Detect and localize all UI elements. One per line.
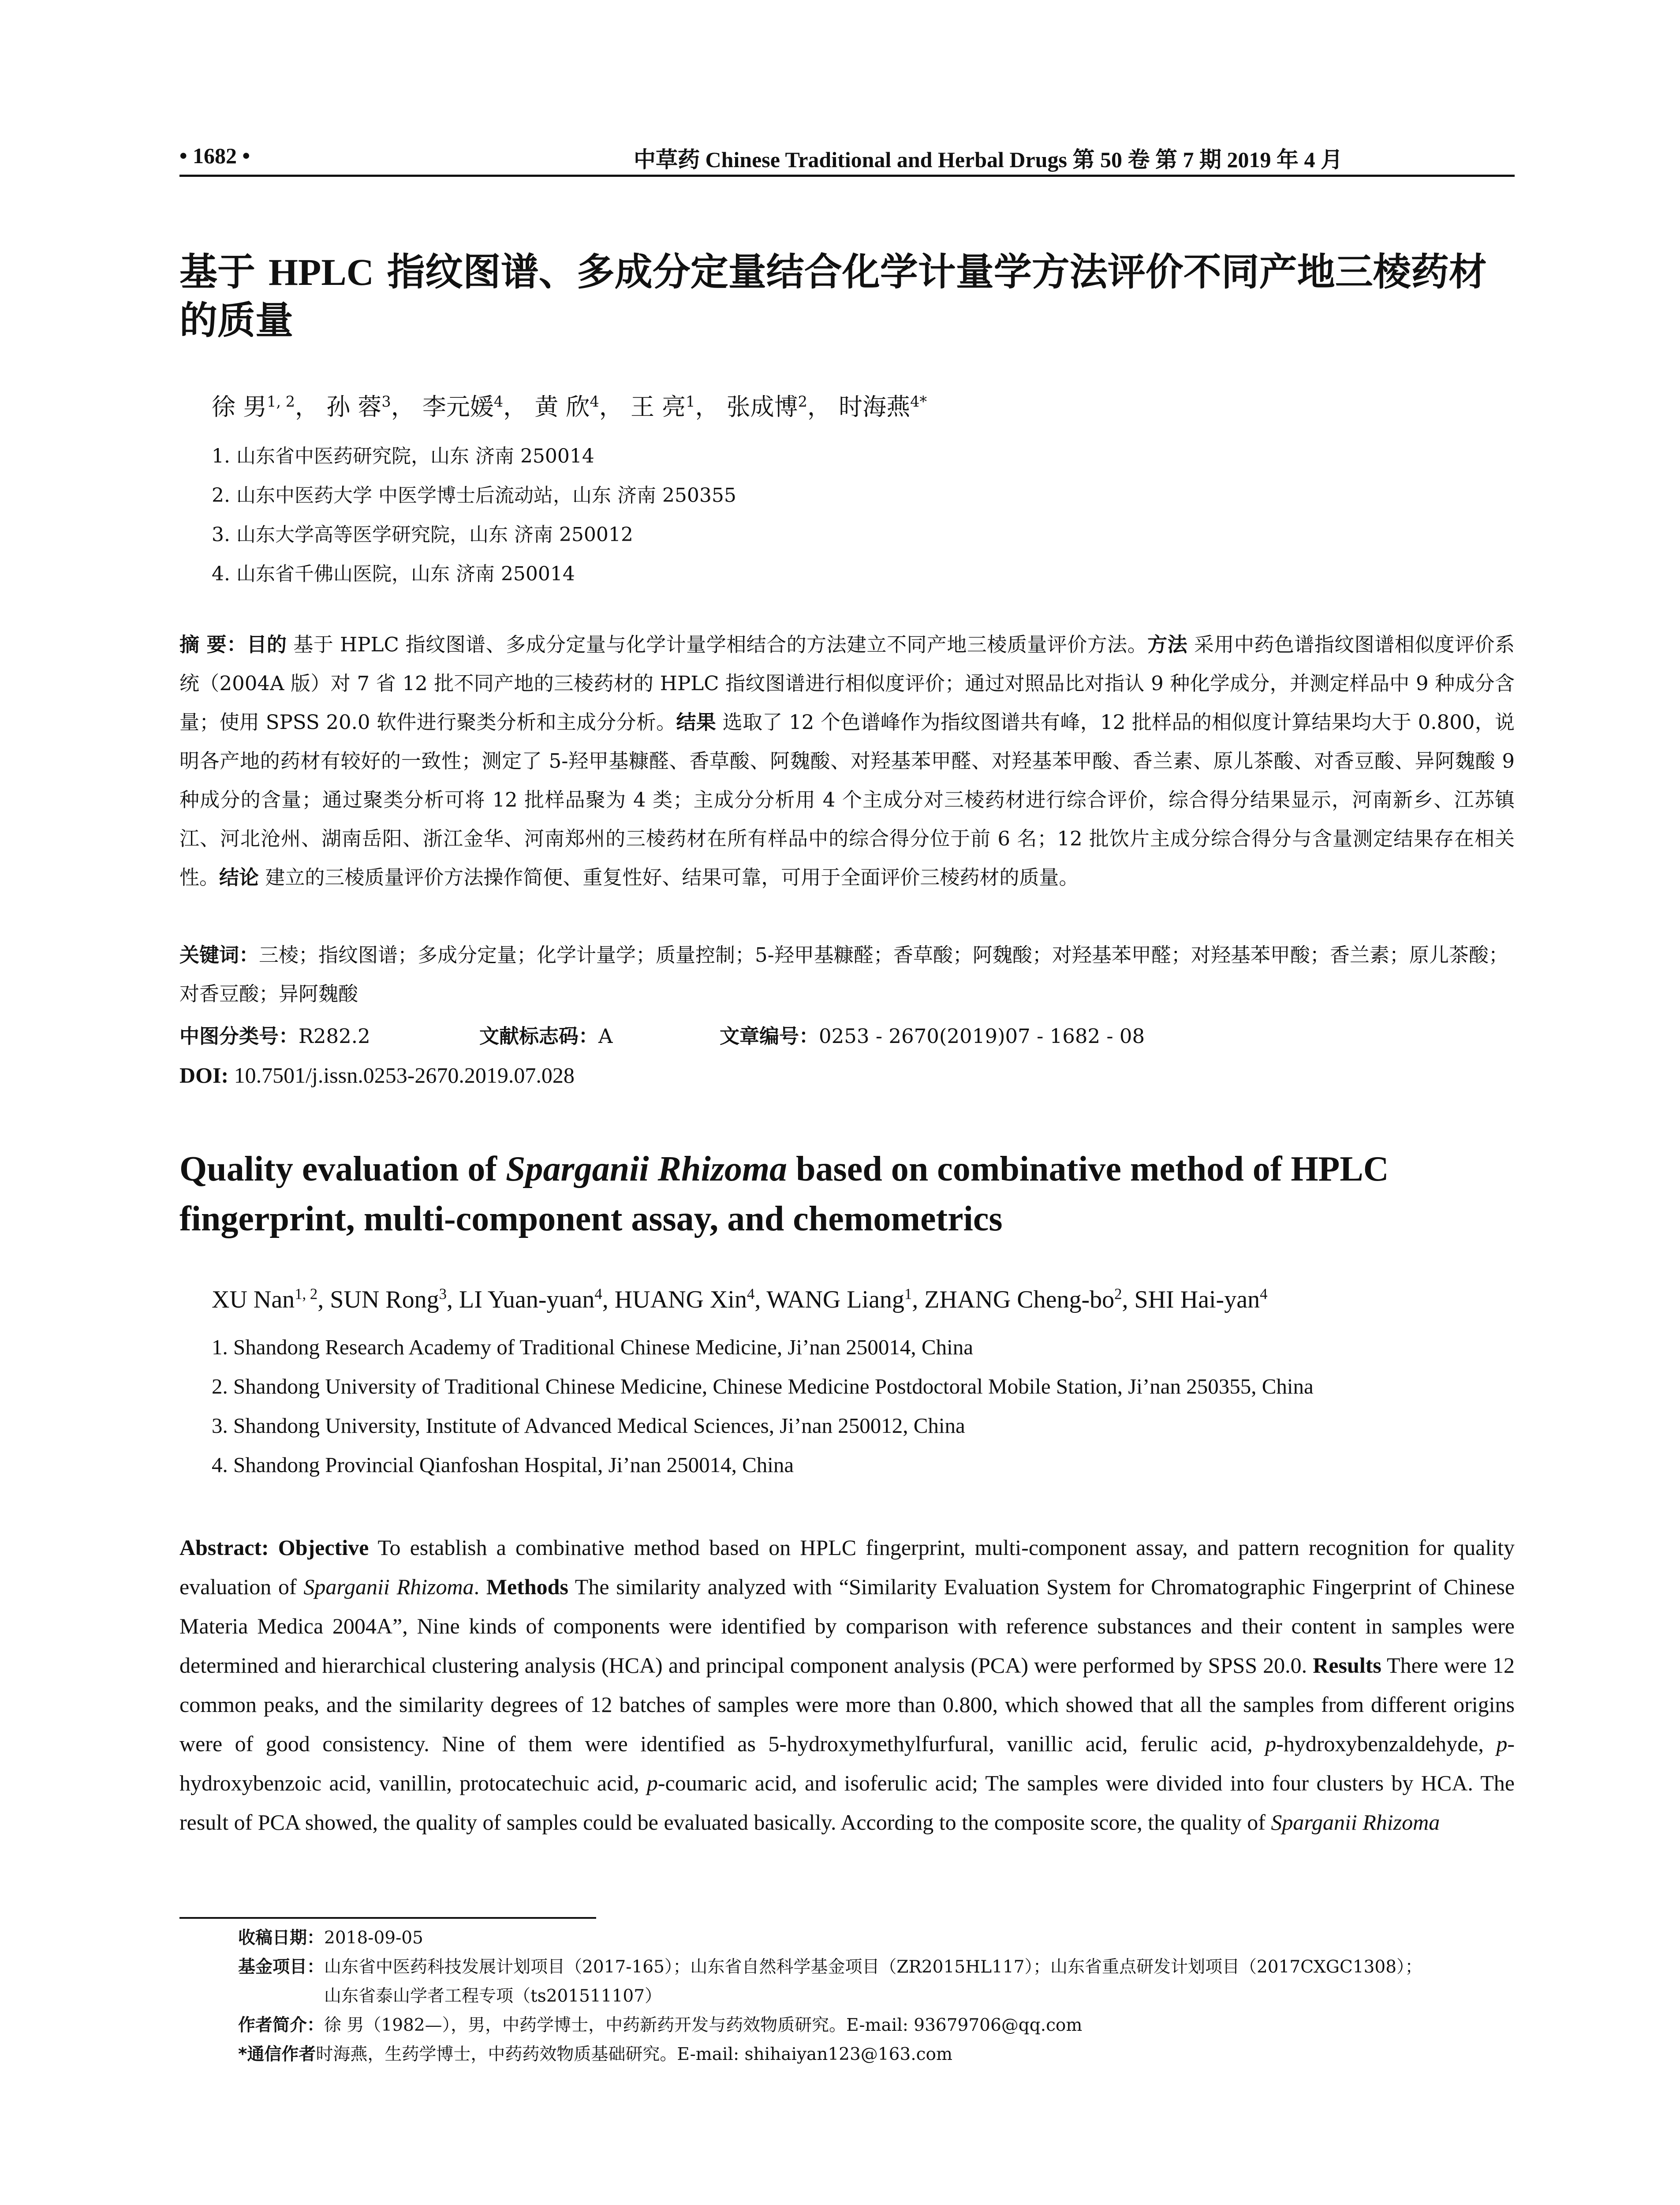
chinese-abstract bbox=[179, 625, 1515, 897]
doi-line bbox=[179, 1056, 575, 1095]
affiliation: 2. 山东中医药大学 中医学博士后流动站，山东 济南 250355 bbox=[212, 484, 736, 507]
author-affil-mark: 1 bbox=[686, 393, 695, 410]
conclusion-text: 建立的三棱质量评价方法操作简便、重复性好、结果可靠，可用于全面评价三棱药材的质量。 bbox=[259, 866, 1079, 889]
author-affil-mark: 2 bbox=[798, 393, 807, 410]
abstract-label: Abstract: bbox=[179, 1535, 269, 1560]
affiliation: 2. Shandong University of Traditional Chinese Medicine, Chinese Medicine Postdoctoral Mobile Station, Ji’nan 250355, China bbox=[212, 1374, 1314, 1398]
results-text: -hydroxybenzoic acid, vanillin, protocatechuic acid, bbox=[179, 1731, 1515, 1795]
chinese-title-part1: 基于 bbox=[179, 250, 269, 294]
author-name: 黄 欣 bbox=[534, 393, 590, 421]
results-label: Results bbox=[1313, 1653, 1381, 1678]
author-affil-mark: 4 bbox=[747, 1285, 755, 1303]
methods-text: 采用中药色谱指纹图谱相似度评价系统（2004A 版）对 7 省 12 批不同产地的三棱药材的 HPLC 指纹图谱进行相似度评价；通过对照品比对指认 9 种化学成分，并测定样品中 9 种成分含量；使用 SPSS 20.0 软件进行聚类分析和主成分分析。 bbox=[179, 633, 1515, 734]
results-text: -coumaric acid, and isoferulic acid; The samples were divided into four clusters by HCA. The result of PCA showed, the quality of samples could be evaluated basically. According to the composite score, the quality of bbox=[179, 1771, 1515, 1835]
english-affiliations bbox=[212, 1327, 1314, 1484]
author-name: SHI Hai-yan bbox=[1134, 1286, 1260, 1313]
author-name: HUANG Xin bbox=[614, 1286, 747, 1313]
species-name: Sparganii Rhizoma bbox=[1271, 1810, 1440, 1835]
fund-info bbox=[238, 1953, 1517, 2011]
author-bio-text: 徐 男（1982—），男，中药学博士，中药新药开发与药效物质研究。E-mail: 93679706@qq.com bbox=[324, 2015, 1083, 2035]
author-name: 李元媛 bbox=[422, 393, 494, 421]
keywords-text: 三棱；指纹图谱；多成分定量；化学计量学；质量控制；5-羟甲基糠醛；香草酸；阿魏酸；对羟基苯甲醛；对羟基苯甲酸；香兰素；原儿茶酸；对香豆酸；异阿魏酸 bbox=[179, 943, 1508, 1005]
fund-line: 山东省中医药科技发展计划项目（2017-165）；山东省自然科学基金项目（ZR2015HL117）；山东省重点研发计划项目（2017CXGC1308）； bbox=[324, 1957, 1422, 1977]
author-affil-mark: 2 bbox=[1114, 1285, 1122, 1303]
results-label: 结果 bbox=[676, 710, 717, 734]
author-affil-mark: 4* bbox=[910, 393, 927, 410]
methods-text: The similarity analyzed with “Similarity Evaluation System for Chromatographic Fingerprint of Chinese Materia Medica 2004A”, Nine kinds of components were identified by comparison with reference substances and their content in samples were determined and hierarchical clustering analysis (HCA) and principal component analysis (PCA) were performed by SPSS 20.0. bbox=[179, 1574, 1515, 1678]
article-no-label: 文章编号： bbox=[720, 1024, 819, 1048]
clc-item bbox=[179, 1017, 370, 1056]
author-affil-mark: 1 bbox=[904, 1285, 912, 1303]
affiliation: 4. 山东省千佛山医院，山东 济南 250014 bbox=[212, 563, 575, 585]
methods-label: Methods bbox=[486, 1574, 568, 1599]
corresponding-label: *通信作者 bbox=[238, 2044, 316, 2064]
corresponding-author bbox=[238, 2040, 1517, 2069]
author-affil-mark: 4 bbox=[594, 1285, 602, 1303]
journal-info: 中草药 Chinese Traditional and Herbal Drugs 第 50 卷 第 7 期 2019 年 4 月 bbox=[634, 147, 1343, 172]
author-affil-mark: 3 bbox=[381, 393, 391, 410]
species-name: Sparganii Rhizoma bbox=[303, 1574, 474, 1599]
footnote-rule bbox=[179, 1917, 596, 1919]
received-label: 收稿日期： bbox=[238, 1928, 325, 1948]
doc-code-value: A bbox=[598, 1024, 613, 1048]
author-affil-mark: 1, 2 bbox=[267, 393, 295, 410]
author-name: 时海燕 bbox=[839, 393, 911, 421]
chinese-title-part2: 指纹图谱、多成分定量结合化学计量学方法评价不同产地三棱药材的质量 bbox=[179, 250, 1487, 343]
english-abstract bbox=[179, 1528, 1515, 1842]
author-affil-mark: 1, 2 bbox=[295, 1285, 318, 1303]
author-name: WANG Liang bbox=[766, 1286, 904, 1313]
author-bio-label: 作者简介： bbox=[238, 2015, 325, 2035]
chinese-keywords bbox=[179, 936, 1515, 1013]
objective-text: 基于 HPLC 指纹图谱、多成分定量与化学计量学相结合的方法建立不同产地三棱质量评价方法。 bbox=[287, 633, 1148, 656]
chinese-title-hplc: HPLC bbox=[268, 251, 374, 293]
keywords-label: 关键词： bbox=[179, 943, 259, 967]
author-affil-mark: 4 bbox=[590, 393, 599, 410]
author-name: ZHANG Cheng-bo bbox=[924, 1286, 1115, 1313]
author-affil-mark: 4 bbox=[493, 393, 504, 410]
classification-line bbox=[179, 1017, 1515, 1056]
received-value: 2018-09-05 bbox=[324, 1928, 423, 1948]
para-prefix: p bbox=[646, 1771, 658, 1795]
chinese-authors: 徐 男$^{1, 2}$， 孙 蓉$^3$， 李元媛$^4$， 黄 欣$^4$， 王 亮$^1$， 张成博$^2$， 时海燕$^{4*}$ bbox=[212, 393, 927, 421]
doi-label: DOI: bbox=[179, 1063, 229, 1088]
affiliation: 3. Shandong University, Institute of Advanced Medical Sciences, Ji’nan 250012, China bbox=[212, 1413, 965, 1438]
author-bio bbox=[238, 2011, 1517, 2040]
doc-code-item bbox=[479, 1017, 613, 1056]
affiliation: 3. 山东大学高等医学研究院，山东 济南 250012 bbox=[212, 523, 633, 546]
fund-text bbox=[324, 1953, 1422, 2011]
author-affil-mark: 4 bbox=[1260, 1285, 1268, 1303]
english-title-part2: based on combinative method of HPLC fingerprint, multi-component assay, and chemometrics bbox=[179, 1150, 1389, 1238]
english-title-part1: Quality evaluation of bbox=[179, 1150, 506, 1188]
conclusion-label: 结论 bbox=[219, 866, 259, 889]
corresponding-text: 时海燕，生药学博士，中药药效物质基础研究。E-mail: shihaiyan123@163.com bbox=[316, 2044, 952, 2064]
fund-label: 基金项目： bbox=[238, 1957, 325, 1977]
english-authors: XU Nan$^{1, 2}$, SUN Rong$^3$, LI Yuan-yuan$^4$, HUANG Xin$^4$, WANG Liang$^1$, ZHANG Cheng-$bo^2$, SHI Hai-yan$^4$ bbox=[212, 1285, 1268, 1313]
article-no-value: 0253 - 2670(2019)07 - 1682 - 08 bbox=[819, 1024, 1145, 1048]
author-name: XU Nan bbox=[212, 1286, 295, 1313]
abstract-label: 摘 要： bbox=[179, 633, 247, 656]
results-text: 选取了 12 个色谱峰作为指纹图谱共有峰，12 批样品的相似度计算结果均大于 0.800，说明各产地的药材有较好的一致性；测定了 5-羟甲基糠醛、香草酸、阿魏酸、对羟基苯甲醛、对羟基苯甲酸、香兰素、原儿茶酸、对香豆酸、异阿魏酸 9 种成分的含量；通过聚类分析可将 12 批样品聚为 4 类；主成分分析用 4 个主成分对三棱药材进行综合评价，综合得分结果显示，河南新乡、江苏镇江、河北沧州、湖南岳阳、浙江金华、河南郑州的三棱药材在所有样品中的综合得分位于前 6 名；12 批饮片主成分综合得分与含量测定结果存在相关性。 bbox=[179, 710, 1515, 889]
affiliation: 4. Shandong Provincial Qianfoshan Hospital, Ji’nan 250014, China bbox=[212, 1453, 794, 1477]
doc-code-label: 文献标志码： bbox=[479, 1024, 599, 1048]
article-no-item bbox=[720, 1017, 1145, 1056]
chinese-affiliations bbox=[212, 437, 736, 594]
affiliation: 1. Shandong Research Academy of Traditional Chinese Medicine, Ji’nan 250014, China bbox=[212, 1335, 973, 1359]
sentence-end: . bbox=[474, 1574, 486, 1599]
clc-value: R282.2 bbox=[299, 1024, 370, 1048]
page-number: • 1682 • bbox=[179, 143, 250, 168]
doi-link[interactable]: 10.7501/j.issn.0253-2670.2019.07.028 bbox=[228, 1063, 575, 1088]
running-header bbox=[179, 139, 1515, 177]
objective-text: To establish a combinative method based on HPLC fingerprint, multi-component assay, and pattern recognition for quality evaluation of bbox=[179, 1535, 1515, 1599]
affiliation: 1. 山东省中医药研究院，山东 济南 250014 bbox=[212, 445, 594, 467]
chinese-title bbox=[179, 248, 1515, 345]
author-name: SUN Rong bbox=[330, 1286, 439, 1313]
author-affil-mark: 3 bbox=[439, 1285, 447, 1303]
footnotes bbox=[238, 1924, 1517, 2069]
objective-label: 目的 bbox=[246, 633, 287, 656]
received-date bbox=[238, 1924, 1517, 1953]
english-title-species: Sparganii Rhizoma bbox=[506, 1150, 788, 1188]
methods-label: 方法 bbox=[1147, 633, 1188, 656]
fund-line: 山东省泰山学者工程专项（ts201511107） bbox=[324, 1986, 662, 2006]
para-prefix: p bbox=[1496, 1731, 1508, 1756]
objective-label: Objective bbox=[269, 1535, 369, 1560]
results-text: -hydroxybenzaldehyde, bbox=[1276, 1731, 1497, 1756]
clc-label: 中图分类号： bbox=[179, 1024, 299, 1048]
english-title bbox=[179, 1144, 1515, 1244]
author-name: 王 亮 bbox=[630, 393, 686, 421]
author-name: 徐 男 bbox=[212, 393, 267, 421]
author-name: 孙 蓉 bbox=[326, 393, 382, 421]
author-name: LI Yuan-yuan bbox=[459, 1286, 595, 1313]
author-name: 张成博 bbox=[726, 393, 798, 421]
para-prefix: p bbox=[1265, 1731, 1277, 1756]
results-text: There were 12 common peaks, and the similarity degrees of 12 batches of samples were more than 0.800, which showed that all the samples from different origins were of good consistency. Nine of them were identified as 5-hydroxymethylfurfural, vanillic acid, ferulic acid, bbox=[179, 1653, 1515, 1756]
